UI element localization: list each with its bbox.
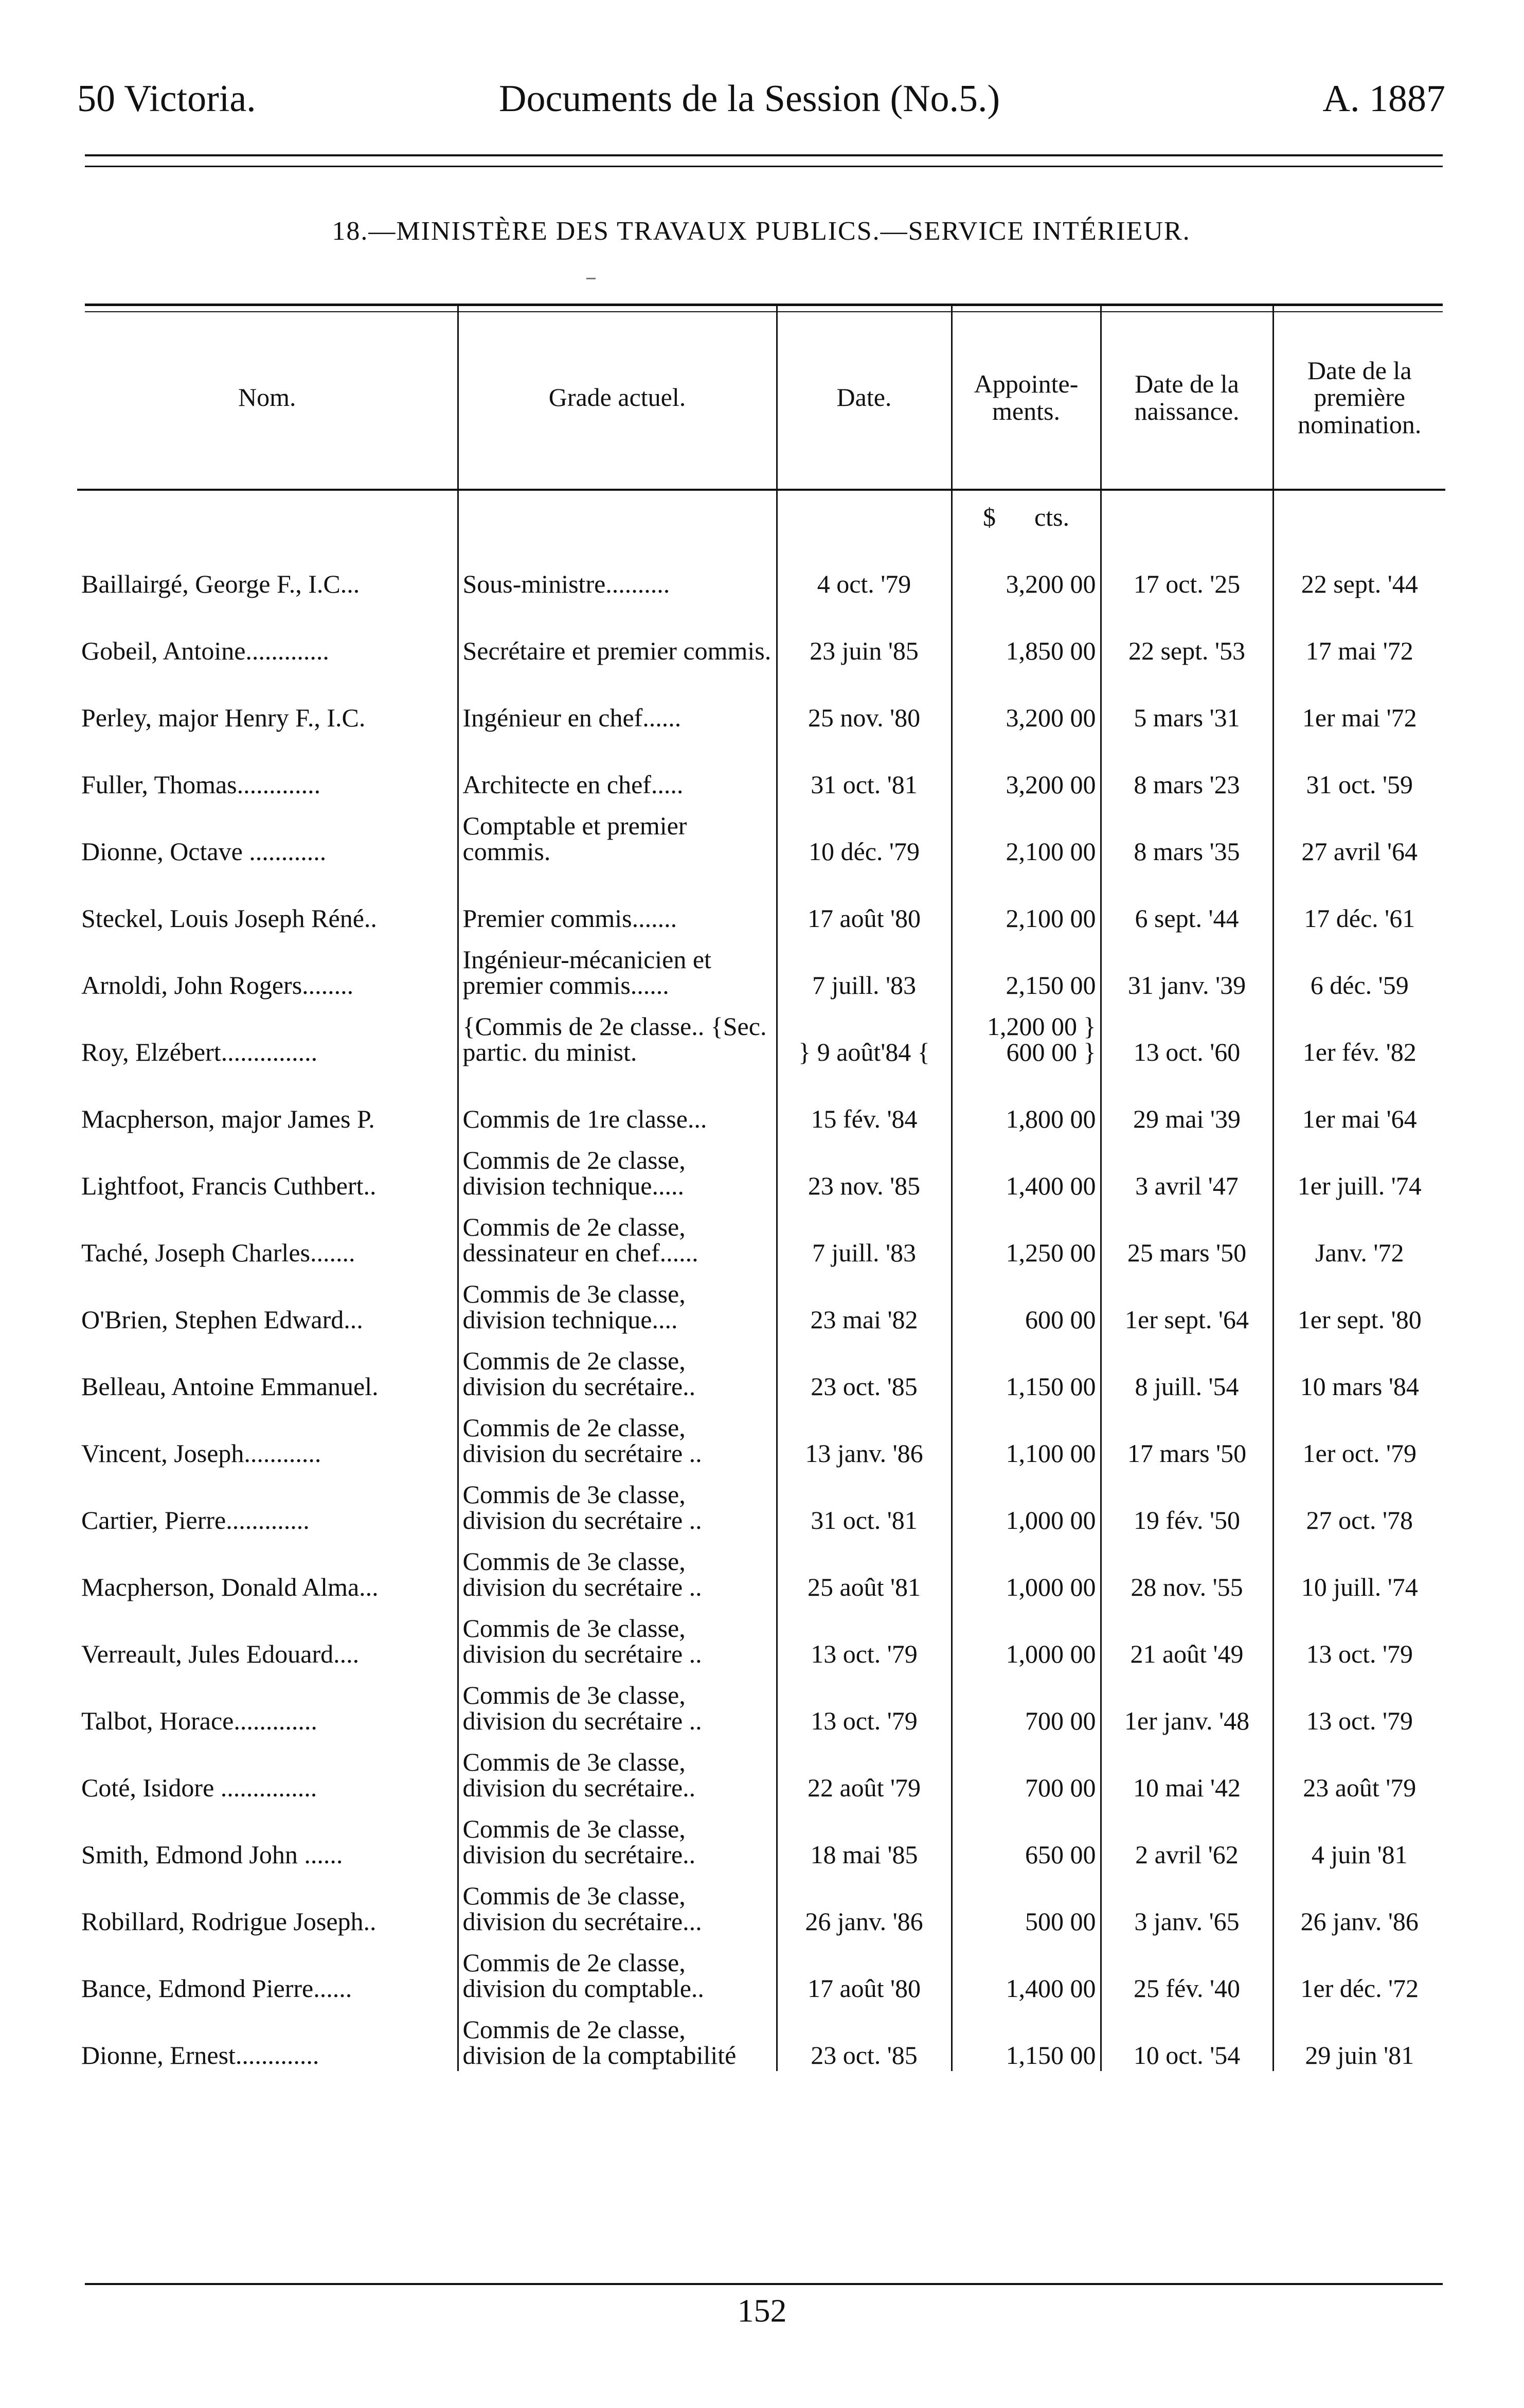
col-header-premiere-nomination: Date de la première nomination. bbox=[1273, 306, 1445, 490]
cell-naissance: 25 mars '50 bbox=[1101, 1202, 1273, 1269]
cell-naissance: 25 fév. '40 bbox=[1101, 1937, 1273, 2004]
cell-appointements: 1,400 00 bbox=[952, 1937, 1101, 2004]
cell-grade: Commis de 3e classe, division du secrétaire .. bbox=[458, 1603, 777, 1670]
cell-appointements: 1,100 00 bbox=[952, 1402, 1101, 1469]
cell-naissance: 21 août '49 bbox=[1101, 1603, 1273, 1670]
table-row bbox=[77, 1469, 1445, 1536]
cell-naissance: 31 janv. '39 bbox=[1101, 934, 1273, 1001]
table-row bbox=[77, 1269, 1445, 1335]
cell-naissance: 1er janv. '48 bbox=[1101, 1670, 1273, 1737]
cell-date: 31 oct. '81 bbox=[777, 734, 952, 800]
table-row bbox=[77, 1402, 1445, 1469]
cell-grade: Commis de 3e classe, division du secrétaire .. bbox=[458, 1670, 777, 1737]
cell-grade: Commis de 3e classe, division du secrétaire .. bbox=[458, 1469, 777, 1536]
cell-grade: Premier commis....... bbox=[458, 867, 777, 934]
cell-premiere-nomination: 13 oct. '79 bbox=[1273, 1603, 1445, 1670]
cell-grade: Sous-ministre.......... bbox=[458, 533, 777, 600]
cell-date: 23 nov. '85 bbox=[777, 1135, 952, 1202]
cell-naissance: 29 mai '39 bbox=[1101, 1068, 1273, 1135]
cell-naissance: 19 fév. '50 bbox=[1101, 1469, 1273, 1536]
cell-date: 7 juill. '83 bbox=[777, 1202, 952, 1269]
cell-premiere-nomination: 13 oct. '79 bbox=[1273, 1670, 1445, 1737]
cell-nom: Talbot, Horace............. bbox=[81, 1706, 317, 1735]
cell-naissance: 8 mars '35 bbox=[1101, 800, 1273, 867]
cell-naissance: 2 avril '62 bbox=[1101, 1804, 1273, 1870]
cell-grade: Commis de 3e classe, division technique.... bbox=[458, 1269, 777, 1335]
cell-date: 13 oct. '79 bbox=[777, 1603, 952, 1670]
cell-date: 13 janv. '86 bbox=[777, 1402, 952, 1469]
cell-grade: Commis de 3e classe, division du secrétaire.. bbox=[458, 1737, 777, 1804]
footer-rule bbox=[85, 2283, 1443, 2285]
table-row bbox=[77, 800, 1445, 867]
cell-grade: Secrétaire et premier commis. bbox=[458, 600, 777, 667]
table-row bbox=[77, 734, 1445, 800]
cell-appointements: 2,100 00 bbox=[952, 800, 1101, 867]
header-year: A. 1887 bbox=[1322, 78, 1445, 120]
cell-appointements: 600 00 bbox=[952, 1269, 1101, 1335]
cell-date: 23 oct. '85 bbox=[777, 1335, 952, 1402]
cell-naissance: 17 mars '50 bbox=[1101, 1402, 1273, 1469]
cell-date: 17 août '80 bbox=[777, 1937, 952, 2004]
cell-naissance: 10 mai '42 bbox=[1101, 1737, 1273, 1804]
table-row bbox=[77, 1536, 1445, 1603]
cell-nom: Belleau, Antoine Emmanuel. bbox=[81, 1372, 379, 1401]
table-row bbox=[77, 1670, 1445, 1737]
cell-appointements: 700 00 bbox=[952, 1670, 1101, 1737]
cell-naissance: 10 oct. '54 bbox=[1101, 2004, 1273, 2071]
cell-naissance: 3 janv. '65 bbox=[1101, 1870, 1273, 1937]
cell-date: 13 oct. '79 bbox=[777, 1670, 952, 1737]
table-header-row bbox=[77, 306, 1445, 490]
table-row bbox=[77, 533, 1445, 600]
cell-naissance: 8 juill. '54 bbox=[1101, 1335, 1273, 1402]
cell-grade: Comptable et premier commis. bbox=[458, 800, 777, 867]
cell-premiere-nomination: 17 mai '72 bbox=[1273, 600, 1445, 667]
cell-premiere-nomination: 26 janv. '86 bbox=[1273, 1870, 1445, 1937]
cell-premiere-nomination: Janv. '72 bbox=[1273, 1202, 1445, 1269]
cell-appointements: 3,200 00 bbox=[952, 667, 1101, 734]
cell-nom: Smith, Edmond John ...... bbox=[81, 1840, 343, 1869]
cell-premiere-nomination: 27 oct. '78 bbox=[1273, 1469, 1445, 1536]
cell-appointements: 650 00 bbox=[952, 1804, 1101, 1870]
cell-naissance: 3 avril '47 bbox=[1101, 1135, 1273, 1202]
cell-nom: Arnoldi, John Rogers........ bbox=[81, 971, 354, 1000]
cell-nom: Baillairgé, George F., I.C... bbox=[81, 569, 360, 598]
table-row bbox=[77, 867, 1445, 934]
cell-date: 23 mai '82 bbox=[777, 1269, 952, 1335]
table-row bbox=[77, 1804, 1445, 1870]
cell-date: 15 fév. '84 bbox=[777, 1068, 952, 1135]
cell-date: 23 oct. '85 bbox=[777, 2004, 952, 2071]
cell-grade: Commis de 2e classe, division technique..... bbox=[458, 1135, 777, 1202]
col-header-grade: Grade actuel. bbox=[458, 306, 777, 490]
cell-nom: Dionne, Ernest............. bbox=[81, 2041, 319, 2070]
cell-nom: Verreault, Jules Edouard.... bbox=[81, 1639, 360, 1668]
page-number: 152 bbox=[737, 2292, 787, 2329]
cell-premiere-nomination: 1er oct. '79 bbox=[1273, 1402, 1445, 1469]
header-document-title: Documents de la Session (No.5.) bbox=[499, 78, 1000, 120]
cell-date: 25 nov. '80 bbox=[777, 667, 952, 734]
cell-premiere-nomination: 1er juill. '74 bbox=[1273, 1135, 1445, 1202]
cell-grade: Commis de 3e classe, division du secrétaire .. bbox=[458, 1536, 777, 1603]
cell-date: } 9 août'84 { bbox=[777, 1001, 952, 1068]
table-row bbox=[77, 1603, 1445, 1670]
cell-premiere-nomination: 6 déc. '59 bbox=[1273, 934, 1445, 1001]
cell-grade: Ingénieur-mécanicien et premier commis...... bbox=[458, 934, 777, 1001]
cell-nom: Steckel, Louis Joseph Réné.. bbox=[81, 904, 377, 933]
cell-premiere-nomination: 31 oct. '59 bbox=[1273, 734, 1445, 800]
cell-grade: {Commis de 2e classe.. {Sec. partic. du minist. bbox=[458, 1001, 777, 1068]
table-row bbox=[77, 1937, 1445, 2004]
cell-premiere-nomination: 1er fév. '82 bbox=[1273, 1001, 1445, 1068]
cell-nom: Fuller, Thomas............. bbox=[81, 770, 321, 799]
cell-appointements: 1,150 00 bbox=[952, 1335, 1101, 1402]
cell-appointements: 500 00 bbox=[952, 1870, 1101, 1937]
cell-grade: Commis de 2e classe, dessinateur en chef...... bbox=[458, 1202, 777, 1269]
cell-nom: Taché, Joseph Charles....... bbox=[81, 1238, 355, 1267]
col-header-naissance: Date de la naissance. bbox=[1101, 306, 1273, 490]
cell-grade: Ingénieur en chef...... bbox=[458, 667, 777, 734]
cell-naissance: 5 mars '31 bbox=[1101, 667, 1273, 734]
cell-appointements: 1,800 00 bbox=[952, 1068, 1101, 1135]
cell-appointements: 1,250 00 bbox=[952, 1202, 1101, 1269]
cell-premiere-nomination: 29 juin '81 bbox=[1273, 2004, 1445, 2071]
cell-naissance: 22 sept. '53 bbox=[1101, 600, 1273, 667]
table-row bbox=[77, 1870, 1445, 1937]
decorative-mark bbox=[586, 278, 596, 279]
cell-nom: Vincent, Joseph............ bbox=[81, 1439, 321, 1468]
table-row bbox=[77, 667, 1445, 734]
cell-appointements: 1,000 00 bbox=[952, 1536, 1101, 1603]
section-title: 18.—MINISTÈRE DES TRAVAUX PUBLICS.—SERVICE INTÉRIEUR. bbox=[332, 217, 1191, 246]
cell-premiere-nomination: 1er mai '64 bbox=[1273, 1068, 1445, 1135]
cell-appointements: 1,000 00 bbox=[952, 1469, 1101, 1536]
table-body bbox=[77, 490, 1445, 2071]
cell-appointements: 3,200 00 bbox=[952, 533, 1101, 600]
cell-date: 25 août '81 bbox=[777, 1536, 952, 1603]
cell-date: 22 août '79 bbox=[777, 1737, 952, 1804]
header-volume: 50 Victoria. bbox=[77, 78, 256, 120]
cell-premiere-nomination: 27 avril '64 bbox=[1273, 800, 1445, 867]
cell-date: 7 juill. '83 bbox=[777, 934, 952, 1001]
cell-grade: Architecte en chef..... bbox=[458, 734, 777, 800]
cell-naissance: 6 sept. '44 bbox=[1101, 867, 1273, 934]
cell-naissance: 1er sept. '64 bbox=[1101, 1269, 1273, 1335]
cell-nom: O'Brien, Stephen Edward... bbox=[81, 1305, 363, 1334]
cell-appointements: 3,200 00 bbox=[952, 734, 1101, 800]
table-row bbox=[77, 934, 1445, 1001]
cell-date: 23 juin '85 bbox=[777, 600, 952, 667]
cell-premiere-nomination: 10 juill. '74 bbox=[1273, 1536, 1445, 1603]
cell-nom: Macpherson, major James P. bbox=[81, 1104, 375, 1133]
cell-premiere-nomination: 22 sept. '44 bbox=[1273, 533, 1445, 600]
cell-appointements: 1,150 00 bbox=[952, 2004, 1101, 2071]
table-row bbox=[77, 1001, 1445, 1068]
cell-nom: Cartier, Pierre............. bbox=[81, 1506, 310, 1535]
cell-nom: Coté, Isidore ............... bbox=[81, 1773, 317, 1802]
cell-date: 31 oct. '81 bbox=[777, 1469, 952, 1536]
table-row bbox=[77, 1335, 1445, 1402]
cell-date: 10 déc. '79 bbox=[777, 800, 952, 867]
employee-table bbox=[77, 306, 1445, 2071]
cell-premiere-nomination: 1er déc. '72 bbox=[1273, 1937, 1445, 2004]
cell-nom: Gobeil, Antoine............. bbox=[81, 636, 329, 665]
table-row bbox=[77, 1135, 1445, 1202]
cell-nom: Lightfoot, Francis Cuthbert.. bbox=[81, 1171, 376, 1200]
table-row bbox=[77, 1202, 1445, 1269]
cell-nom: Dionne, Octave ............ bbox=[81, 837, 327, 866]
table-row bbox=[77, 2004, 1445, 2071]
cell-premiere-nomination: 23 août '79 bbox=[1273, 1737, 1445, 1804]
cell-nom: Robillard, Rodrigue Joseph.. bbox=[81, 1907, 376, 1936]
cell-naissance: 17 oct. '25 bbox=[1101, 533, 1273, 600]
cell-appointements: 1,400 00 bbox=[952, 1135, 1101, 1202]
col-header-date: Date. bbox=[777, 306, 952, 490]
cell-date: 18 mai '85 bbox=[777, 1804, 952, 1870]
header-double-rule bbox=[85, 154, 1443, 167]
cell-date: 4 oct. '79 bbox=[777, 533, 952, 600]
table-row bbox=[77, 600, 1445, 667]
cell-grade: Commis de 2e classe, division du comptable.. bbox=[458, 1937, 777, 2004]
cell-premiere-nomination: 10 mars '84 bbox=[1273, 1335, 1445, 1402]
col-header-nom: Nom. bbox=[77, 306, 458, 490]
cell-naissance: 8 mars '23 bbox=[1101, 734, 1273, 800]
page-header bbox=[77, 77, 1445, 134]
cell-nom: Macpherson, Donald Alma... bbox=[81, 1573, 379, 1601]
cell-premiere-nomination: 4 juin '81 bbox=[1273, 1804, 1445, 1870]
cell-grade: Commis de 2e classe, division du secrétaire.. bbox=[458, 1335, 777, 1402]
table-row bbox=[77, 1737, 1445, 1804]
cell-grade: Commis de 3e classe, division du secrétaire.. bbox=[458, 1804, 777, 1870]
cell-date: 17 août '80 bbox=[777, 867, 952, 934]
cell-appointements: 1,200 00 } 600 00 } bbox=[952, 1001, 1101, 1068]
cents-label: cts. bbox=[1034, 503, 1070, 531]
cell-appointements: 1,850 00 bbox=[952, 600, 1101, 667]
cell-appointements: 2,150 00 bbox=[952, 934, 1101, 1001]
currency-row bbox=[77, 490, 1445, 533]
cell-nom: Perley, major Henry F., I.C. bbox=[81, 703, 366, 732]
cell-appointements: 700 00 bbox=[952, 1737, 1101, 1804]
cell-grade: Commis de 2e classe, division de la comptabilité bbox=[458, 2004, 777, 2071]
cell-appointements: 2,100 00 bbox=[952, 867, 1101, 934]
cell-premiere-nomination: 17 déc. '61 bbox=[1273, 867, 1445, 934]
cell-appointements: 1,000 00 bbox=[952, 1603, 1101, 1670]
cell-nom: Roy, Elzébert............... bbox=[81, 1038, 318, 1066]
cell-nom: Bance, Edmond Pierre...... bbox=[81, 1974, 352, 2003]
cell-grade: Commis de 1re classe... bbox=[458, 1068, 777, 1135]
col-header-appointements: Appointe-ments. bbox=[952, 306, 1101, 490]
cell-naissance: 13 oct. '60 bbox=[1101, 1001, 1273, 1068]
dollar-sign: $ bbox=[982, 503, 996, 531]
cell-premiere-nomination: 1er mai '72 bbox=[1273, 667, 1445, 734]
cell-date: 26 janv. '86 bbox=[777, 1870, 952, 1937]
cell-grade: Commis de 2e classe, division du secrétaire .. bbox=[458, 1402, 777, 1469]
table-row bbox=[77, 1068, 1445, 1135]
cell-naissance: 28 nov. '55 bbox=[1101, 1536, 1273, 1603]
cell-premiere-nomination: 1er sept. '80 bbox=[1273, 1269, 1445, 1335]
cell-grade: Commis de 3e classe, division du secrétaire... bbox=[458, 1870, 777, 1937]
